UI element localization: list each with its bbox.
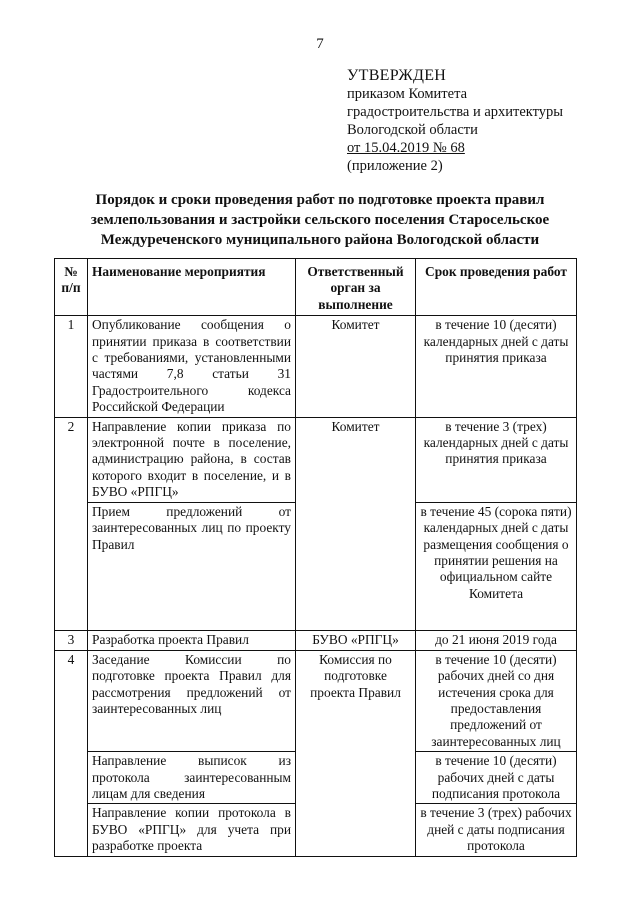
cell-name: Разработка проекта Правил — [88, 630, 296, 650]
cell-num: 2 — [55, 417, 88, 630]
header-name: Наименование мероприятия — [88, 259, 296, 316]
table-row — [55, 417, 577, 502]
cell-num: 4 — [55, 650, 88, 856]
approval-issuer-line: приказом Комитета — [347, 86, 468, 102]
cell-responsible: Комиссия по подготовке проекта Правил — [296, 650, 416, 856]
cell-responsible: БУВО «РПГЦ» — [296, 630, 416, 650]
approval-stamp — [347, 67, 563, 175]
cell-name: Направление копии протокола в БУВО «РПГЦ» для учета при разработке проекта — [88, 804, 296, 856]
cell-term: в течение 10 (десяти) рабочих дней с даты подписания протокола — [416, 752, 577, 804]
cell-name: Опубликование сообщения о принятии приказа в соответствии с требованиями, установленными частями 7,8 статьи 31 Градостроительного кодекса Российской Федерации — [88, 316, 296, 417]
cell-name: Направление выписок из протокола заинтересованным лицам для сведения — [88, 752, 296, 804]
cell-name: Направление копии приказа по электронной почте в поселение, администрацию района, в состав которого входит в поселение, и в БУВО «РПГЦ» — [88, 417, 296, 502]
page-number: 7 — [316, 36, 324, 52]
document-title — [30, 190, 610, 250]
cell-responsible: Комитет — [296, 316, 416, 417]
approved-title: УТВЕРЖДЕН — [347, 67, 447, 84]
table-row — [55, 650, 577, 751]
cell-term: в течение 3 (трех) рабочих дней с даты подписания протокола — [416, 804, 577, 856]
approval-date: от 15.04.2019 № 68 — [347, 140, 465, 156]
approval-appendix: (приложение 2) — [347, 158, 443, 174]
approval-issuer-line: Вологодской области — [347, 122, 478, 138]
cell-name: Прием предложений от заинтересованных лиц по проекту Правил — [88, 502, 296, 630]
table-header-row — [55, 259, 577, 316]
cell-num: 3 — [55, 630, 88, 650]
document-title-line: землепользования и застройки сельского поселения Старосельское — [90, 212, 550, 228]
cell-term: до 21 июня 2019 года — [416, 630, 577, 650]
table-row — [55, 316, 577, 417]
cell-responsible: Комитет — [296, 417, 416, 630]
schedule-table — [54, 258, 577, 857]
document-title-line: Междуреченского муниципального района Вологодской области — [100, 232, 540, 248]
cell-term: в течение 3 (трех) календарных дней с даты принятия приказа — [416, 417, 577, 502]
approval-issuer-line: градостроительства и архитектуры — [347, 104, 564, 120]
header-num: № п/п — [55, 259, 88, 316]
cell-num: 1 — [55, 316, 88, 417]
header-term: Срок проведения работ — [416, 259, 577, 316]
cell-term: в течение 45 (сорока пяти) календарных дней с даты размещения сообщения о принятии решения на официальном сайте Комитета — [416, 502, 577, 630]
document-title-line: Порядок и сроки проведения работ по подготовке проекта правил — [95, 192, 545, 208]
table-row — [55, 630, 577, 650]
cell-name: Заседание Комиссии по подготовке проекта Правил для рассмотрения предложений от заинтересованных лиц — [88, 650, 296, 751]
header-responsible: Ответственный орган за выполнение — [296, 259, 416, 316]
cell-term: в течение 10 (десяти) календарных дней с даты принятия приказа — [416, 316, 577, 417]
cell-term: в течение 10 (десяти) рабочих дней со дня истечения срока для предоставления предложений от заинтересованных лиц — [416, 650, 577, 751]
